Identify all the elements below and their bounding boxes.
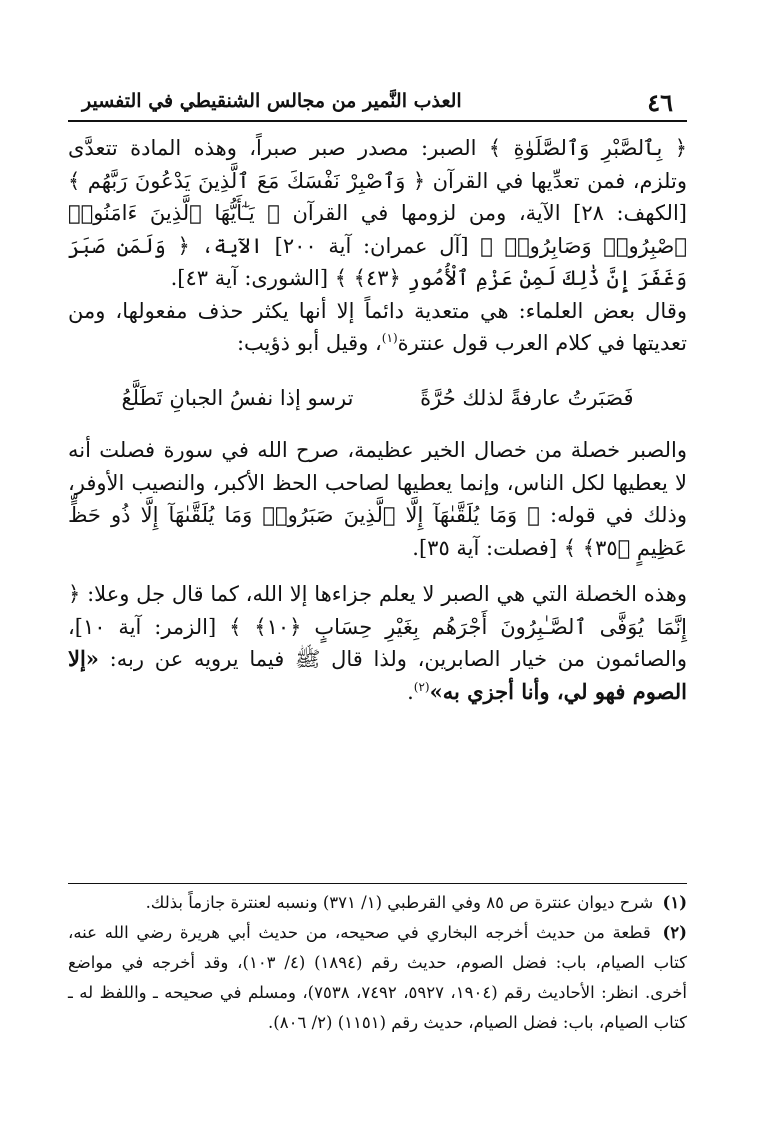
text-line: الأكبر، والنصيب الأوفر، وذلك في قوله: ﴿ وَمَا يُلَقَّىٰهَآ إِلَّا ٱلَّذِينَ [68, 470, 687, 527]
footnote-text: ٧٥٣٨)، ومسلم في صحيحه ـ واللفظ له ـ كتاب الصيام، باب: فضل [68, 983, 687, 1032]
footnote-text: قطعة من حديث أخرجه البخاري في صحيحه، من حديث أبي هريرة رضي الله [104, 923, 651, 942]
paragraph [68, 295, 687, 360]
footnote-ref[interactable]: (٢) [413, 679, 430, 694]
paragraph [68, 132, 687, 295]
text-line: والصبر خصلة من خصال الخير عظيمة، صرح الله في سورة [163, 438, 688, 462]
footnote-number: (٢) [662, 923, 687, 942]
text-line: صَبَرَ وَغَفَرَ إِنَّ ذَٰلِكَ لَمِنْ عَزْمِ ٱلْأُمُورِ ﴿٤٣﴾ ﴾ [الشورى: آية ٤٣]. [68, 233, 687, 290]
verse-hemistich-right: فَصَبَرتُ عارفةً لذلك حُرَّةً [420, 385, 634, 410]
footnote-divider [68, 883, 687, 884]
text-line: جل وعلا: ﴿ إِنَّمَا يُوَفَّى ٱلصَّـٰبِرُونَ أَجْرَهُم بِغَيْرِ حِسَابٍ ﴿١٠﴾ ﴾ [الزمر: آية ١٠]، [68, 582, 687, 639]
footnote-ref[interactable]: (١) [381, 331, 398, 345]
hadith-quote: «إلا الصوم فهو لي، وأنا أجزي به» [68, 646, 687, 704]
page-number: ٤٦ [647, 88, 673, 117]
text-line: فصلت أنه لا يعطيها لكل الناس، وإنما يعطيها لصاحب الحظ [68, 438, 687, 495]
footnote-number: (١) [662, 893, 687, 912]
body-text [68, 132, 687, 708]
text-line: وقال بعض العلماء: هي متعدية دائماً إلا أنها يكثر حذف [197, 298, 687, 323]
footnote-text: شرح ديوان عنترة ص ٨٥ وفي القرطبي (١/ ٣٧١) ونسبه لعنترة جازماً بذلك. [145, 893, 654, 912]
paragraph [68, 434, 687, 564]
text-line: يَدْعُونَ رَبَّهُم ﴾ [الكهف: ٢٨] الآية، ومن لزومها في القرآن ﴿ يَـٰٓأَيُّهَا [68, 168, 687, 225]
footnote-text: أخرجه في مواضع أخرى. انظر: الأحاديث رقم (١٩٠٤، ٥٩٢٧، ٧٤٩٢، [68, 953, 687, 1002]
paragraph [68, 578, 687, 708]
text-line: ﴿ بِٱلصَّبْرِ وَٱلصَّلَوٰةِ ﴾ الصبر: مصدر صبر صبراً، وهذه [193, 136, 687, 160]
footnote-text: الصيام، حديث رقم (١١٥١) (٢/ ٨٠٦). [268, 1013, 518, 1032]
footnote-text: عنه، كتاب الصيام، باب: فضل الصوم، حديث رقم (١٨٩٤) (٤/ ١٠٣)، وقد [68, 923, 688, 972]
text-line: والصائمون من خيار الصابرين، ولذا قال ﷺ فيما يرويه عن ربه: [109, 647, 687, 671]
text-line: صَبَرُوا۟ وَمَا يُلَقَّىٰهَآ إِلَّا ذُو حَظٍّ عَظِيمٍ ﴿٣٥﴾ ﴾ [فصلت: آية ٣٥]. [68, 503, 687, 560]
poetry-verse [68, 382, 687, 415]
footnote [68, 888, 687, 918]
text-line: أبو ذؤيب: [236, 331, 320, 355]
text-line: ٱلَّذِينَ ءَامَنُوا۟ ٱصْبِرُوا۟ وَصَابِرُوا۟ ﴾ [آل عمران: آية ٢٠٠] الآية، ﴿ وَلَمَن [68, 201, 687, 258]
text-line: ، وقيل [325, 331, 382, 355]
text-line: المادة تتعدَّى وتلزم، فمن تعدِّيها في القرآن ﴿ وَٱصْبِرْ نَفْسَكَ مَعَ ٱلَّذِينَ [68, 136, 687, 193]
text-line: . [407, 679, 414, 704]
footnotes [68, 888, 687, 1038]
text-line: مفعولها، ومن تعديتها في كلام العرب قول عنترة [68, 298, 687, 355]
verse-hemistich-left: ترسو إذا نفسُ الجبانِ تَطَلَّعُ [121, 385, 354, 410]
footnote [68, 918, 687, 1038]
page-header [68, 84, 687, 122]
running-title: العذب النَّمير من مجالس الشنقيطي في التفسير [82, 90, 462, 112]
text-line: وهذه الخصلة التي هي الصبر لا يعلم جزاءها إلا الله، كما قال [171, 582, 687, 606]
